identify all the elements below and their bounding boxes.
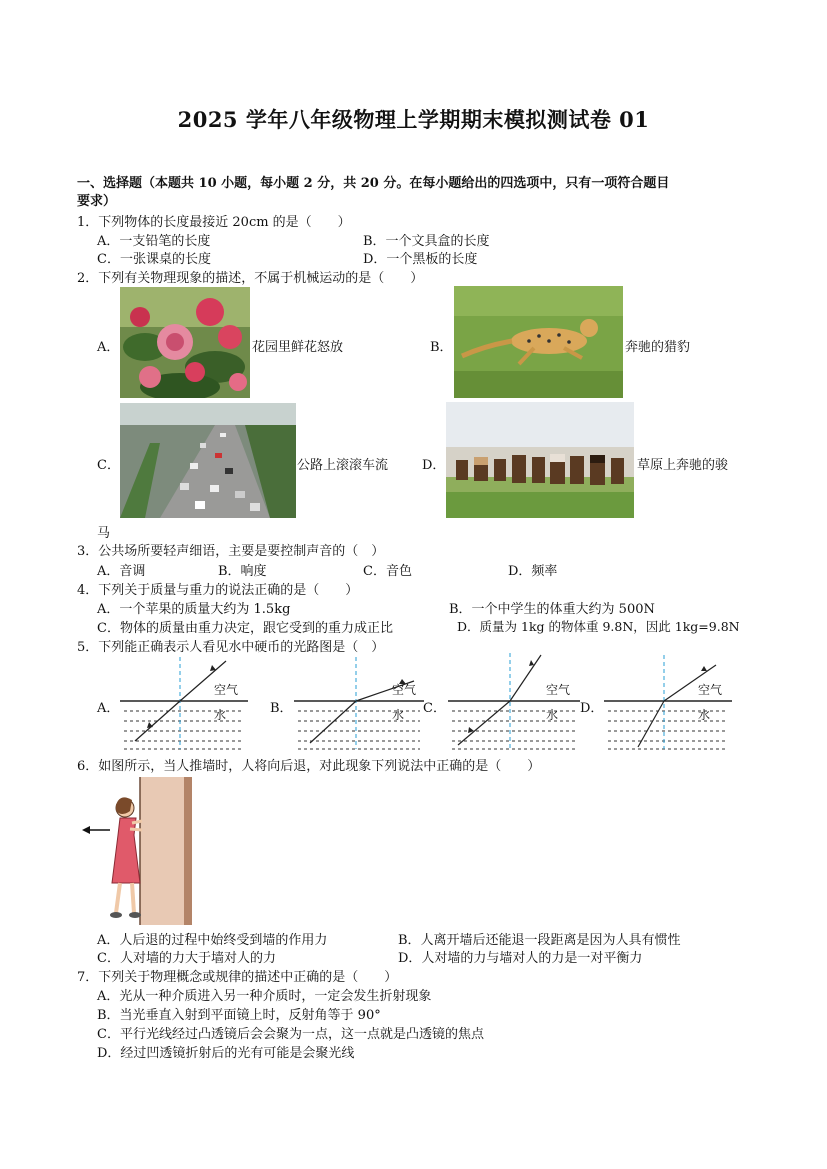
q5-diagram-d	[604, 655, 732, 751]
q5-diagram-b	[294, 657, 424, 751]
q5-b-water-label: 水	[392, 708, 405, 722]
page-title: 2025 学年八年级物理上学期期末模拟测试卷 01	[177, 107, 650, 132]
q1-option-a[interactable]: A．一支铅笔的长度	[97, 234, 211, 249]
person-pushing-wall-figure	[80, 773, 196, 925]
traffic-image	[120, 403, 296, 518]
q1-option-d[interactable]: D．一个黑板的长度	[363, 252, 478, 267]
q5-option-c-letter[interactable]: C．	[423, 701, 446, 716]
q1-option-b[interactable]: B．一个文具盒的长度	[363, 234, 490, 249]
q4-option-a[interactable]: A．一个苹果的质量大约为 1.5kg	[97, 602, 291, 617]
q5-c-water-label: 水	[546, 708, 559, 722]
q6-option-a[interactable]: A．人后退的过程中始终受到墙的作用力	[97, 933, 328, 948]
q4-stem: 4．下列关于质量与重力的说法正确的是（ ）	[77, 583, 359, 598]
q7-option-b[interactable]: B．当光垂直入射到平面镜上时，反射角等于 90°	[97, 1008, 381, 1023]
q7-option-c[interactable]: C．平行光线经过凸透镜后会会聚为一点，这一点就是凸透镜的焦点	[97, 1027, 484, 1042]
q5-c-air-label: 空气	[546, 683, 571, 697]
q2-option-c-letter[interactable]: C．	[97, 458, 120, 473]
q5-a-air-label: 空气	[214, 683, 239, 697]
q4-option-b[interactable]: B．一个中学生的体重大约为 500N	[449, 602, 655, 617]
q2-option-a-letter[interactable]: A．	[97, 340, 120, 355]
q3-option-c[interactable]: C．音色	[363, 564, 412, 579]
q2-caption-c: 公路上滚滚车流	[297, 458, 389, 473]
q5-option-b-letter[interactable]: B．	[270, 701, 293, 716]
q6-option-d[interactable]: D．人对墙的力与墙对人的力是一对平衡力	[398, 951, 643, 966]
q5-diagram-a	[120, 657, 248, 751]
q7-stem: 7．下列关于物理概念或规律的描述中正确的是（ ）	[77, 970, 398, 985]
q2-caption-d-wrap: 马	[97, 526, 111, 541]
q7-option-a[interactable]: A．光从一种介质进入另一种介质时，一定会发生折射现象	[97, 989, 432, 1004]
q6-option-b[interactable]: B．人离开墙后还能退一段距离是因为人具有惯性	[398, 933, 681, 948]
q6-option-c[interactable]: C．人对墙的力大于墙对人的力	[97, 951, 276, 966]
q5-option-d-letter[interactable]: D．	[580, 701, 604, 716]
q4-option-c[interactable]: C．物体的质量由重力决定，跟它受到的重力成正比	[97, 621, 393, 636]
q1-stem: 1．下列物体的长度最接近 20cm 的是（ ）	[77, 215, 351, 230]
q3-stem: 3．公共场所要轻声细语，主要是要控制声音的（ ）	[77, 544, 385, 559]
q5-diagram-c	[448, 653, 580, 751]
q5-b-air-label: 空气	[392, 683, 417, 697]
q3-option-b[interactable]: B．响度	[218, 564, 267, 579]
flowers-image	[120, 287, 250, 398]
section-heading-line2: 要求）	[77, 194, 117, 209]
q2-option-d-letter[interactable]: D．	[422, 458, 446, 473]
q3-option-a[interactable]: A．音调	[97, 564, 146, 579]
q7-option-d[interactable]: D．经过凹透镜折射后的光有可能是会聚光线	[97, 1046, 355, 1061]
q3-option-d[interactable]: D．频率	[508, 564, 558, 579]
q5-stem: 5．下列能正确表示人看见水中硬币的光路图是（ ）	[77, 640, 385, 655]
q2-caption-b: 奔驰的猎豹	[625, 340, 691, 355]
q2-option-b-letter[interactable]: B．	[430, 340, 453, 355]
q5-option-a-letter[interactable]: A．	[97, 701, 120, 716]
q5-d-air-label: 空气	[698, 683, 723, 697]
q2-stem: 2．下列有关物理现象的描述，不属于机械运动的是（ ）	[77, 271, 424, 286]
q6-stem: 6．如图所示，当人推墙时，人将向后退，对此现象下列说法中正确的是（ ）	[77, 759, 541, 774]
q1-option-c[interactable]: C．一张课桌的长度	[97, 252, 211, 267]
q2-caption-a: 花园里鲜花怒放	[252, 340, 344, 355]
q5-d-water-label: 水	[698, 708, 711, 722]
cheetah-image	[454, 286, 623, 398]
section-heading-line1: 一、选择题（本题共 10 小题，每小题 2 分，共 20 分。在每小题给出的四选项中，只有一项符合题目	[77, 176, 670, 191]
q2-caption-d: 草原上奔驰的骏	[637, 458, 729, 473]
horses-image	[446, 402, 634, 518]
q4-option-d[interactable]: D．质量为 1kg 的物体重 9.8N，因此 1kg=9.8N	[457, 619, 740, 634]
q5-a-water-label: 水	[214, 708, 227, 722]
